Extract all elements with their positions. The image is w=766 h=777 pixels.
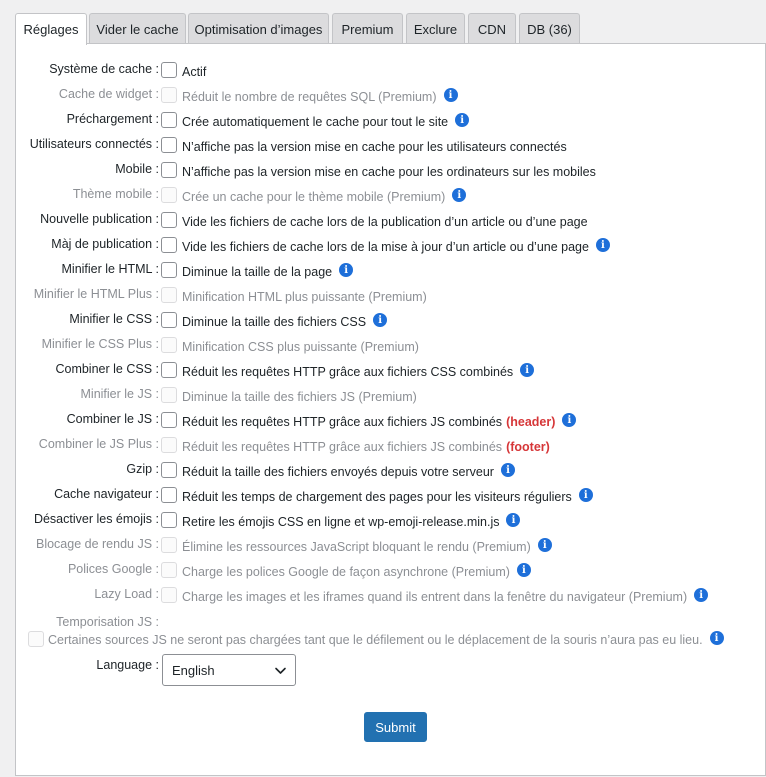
setting-row xyxy=(16,185,766,207)
setting-checkbox xyxy=(161,587,177,603)
setting-description-text: Vide les fichiers de cache lors de la mise à jour d’un article ou d’une page xyxy=(182,240,589,254)
setting-description xyxy=(182,215,588,229)
tab-reglages[interactable] xyxy=(15,13,87,45)
info-icon[interactable]: i xyxy=(710,631,724,645)
setting-label: Combiner le JS : xyxy=(67,412,159,426)
info-icon[interactable]: i xyxy=(506,513,520,527)
setting-description-text: Réduit la taille des fichiers envoyés depuis votre serveur xyxy=(182,465,494,479)
setting-checkbox xyxy=(161,337,177,353)
setting-description xyxy=(182,90,458,104)
setting-description xyxy=(182,340,419,354)
setting-description-text: Diminue la taille des fichiers JS (Premium) xyxy=(182,390,417,404)
setting-description xyxy=(182,290,427,304)
info-icon[interactable]: i xyxy=(339,263,353,277)
temporisation-checkbox xyxy=(28,631,44,647)
setting-description-text: Réduit les requêtes HTTP grâce aux fichiers JS combinés xyxy=(182,440,503,454)
tab-label: Exclure xyxy=(413,21,458,37)
setting-row xyxy=(16,260,766,282)
setting-checkbox xyxy=(161,187,177,203)
setting-description-text: Charge les images et les iframes quand ils entrent dans la fenêtre du navigateur (Premium) xyxy=(182,590,688,604)
setting-description-text: Minification HTML plus puissante (Premium) xyxy=(182,290,427,304)
setting-row xyxy=(16,160,766,182)
setting-row xyxy=(16,110,766,132)
setting-row xyxy=(16,560,766,582)
setting-description-text: Charge les polices Google de façon asynchrone (Premium) xyxy=(182,565,510,579)
setting-label: Minifier le JS : xyxy=(81,387,160,401)
info-icon[interactable]: i xyxy=(455,113,469,127)
setting-checkbox[interactable] xyxy=(161,112,177,128)
setting-label: Minifier le HTML : xyxy=(62,262,159,276)
setting-description xyxy=(182,565,531,579)
setting-description xyxy=(182,390,417,404)
setting-description-text: Diminue la taille des fichiers CSS xyxy=(182,315,367,329)
info-icon[interactable]: i xyxy=(520,363,534,377)
tab-vider-le-cache[interactable] xyxy=(89,13,186,44)
setting-row xyxy=(16,135,766,157)
tab-label: Vider le cache xyxy=(96,21,179,37)
language-select[interactable] xyxy=(162,654,296,686)
setting-row xyxy=(16,385,766,407)
tab-db[interactable] xyxy=(519,13,580,44)
setting-checkbox[interactable] xyxy=(161,512,177,528)
setting-checkbox[interactable] xyxy=(161,312,177,328)
setting-position-tag: (header) xyxy=(506,415,556,429)
setting-checkbox xyxy=(161,537,177,553)
tab-label: Premium xyxy=(341,21,394,37)
setting-description-text: Crée automatiquement le cache pour tout le site xyxy=(182,115,449,129)
setting-description-text: Élimine les ressources JavaScript bloquant le rendu (Premium) xyxy=(182,540,531,554)
setting-description-text: Réduit le nombre de requêtes SQL (Premium) xyxy=(182,90,437,104)
info-icon[interactable]: i xyxy=(538,538,552,552)
setting-label: Désactiver les émojis : xyxy=(34,512,159,526)
language-label: Language : xyxy=(96,658,159,672)
setting-checkbox[interactable] xyxy=(161,362,177,378)
setting-description xyxy=(182,540,552,554)
setting-description xyxy=(182,190,466,204)
tab-label: Optimisation d’images xyxy=(194,21,323,37)
setting-checkbox[interactable] xyxy=(161,162,177,178)
setting-description xyxy=(182,265,353,279)
info-icon[interactable]: i xyxy=(694,588,708,602)
setting-label: Thème mobile : xyxy=(73,187,159,201)
setting-checkbox[interactable] xyxy=(161,237,177,253)
setting-description-text: Réduit les temps de chargement des pages pour les visiteurs réguliers xyxy=(182,490,572,504)
setting-checkbox[interactable] xyxy=(161,62,177,78)
tab-cdn[interactable] xyxy=(468,13,516,44)
setting-description xyxy=(182,165,596,179)
setting-description xyxy=(182,365,534,379)
tab-label: DB (36) xyxy=(527,21,572,37)
chevron-down-icon xyxy=(274,664,287,677)
setting-label: Nouvelle publication : xyxy=(40,212,159,226)
setting-checkbox[interactable] xyxy=(161,487,177,503)
tab-optimisation-images[interactable] xyxy=(188,13,329,44)
language-selected-value: English xyxy=(172,663,215,678)
setting-label: Minifier le CSS Plus : xyxy=(42,337,159,351)
setting-checkbox xyxy=(161,562,177,578)
setting-label: Minifier le HTML Plus : xyxy=(34,287,159,301)
setting-description-text: Retire les émojis CSS en ligne et wp-emoji-release.min.js xyxy=(182,515,500,529)
info-icon[interactable]: i xyxy=(444,88,458,102)
setting-label: Minifier le CSS : xyxy=(69,312,159,326)
setting-description xyxy=(182,115,469,129)
setting-row xyxy=(16,235,766,257)
setting-checkbox[interactable] xyxy=(161,412,177,428)
setting-description-text: Actif xyxy=(182,65,207,79)
tab-label: Réglages xyxy=(23,22,79,37)
settings-panel xyxy=(15,43,766,776)
setting-label: Lazy Load : xyxy=(94,587,159,601)
setting-row xyxy=(16,485,766,507)
setting-row xyxy=(16,435,766,457)
setting-description xyxy=(182,415,576,429)
temporisation-text: Certaines sources JS ne seront pas chargées tant que le défilement ou le déplacement de la souris n’aura pas eu lieu. xyxy=(48,633,703,647)
setting-description xyxy=(182,590,708,604)
setting-row xyxy=(16,335,766,357)
submit-button[interactable]: Submit xyxy=(364,712,427,742)
temporisation-label: Temporisation JS : xyxy=(56,615,159,629)
setting-label: Blocage de rendu JS : xyxy=(36,537,159,551)
setting-checkbox[interactable] xyxy=(161,137,177,153)
info-icon[interactable]: i xyxy=(373,313,387,327)
setting-label: Cache de widget : xyxy=(59,87,159,101)
setting-description xyxy=(182,140,567,154)
temporisation-option xyxy=(16,629,766,651)
setting-description-text: Réduit les requêtes HTTP grâce aux fichiers JS combinés xyxy=(182,415,503,429)
setting-description xyxy=(182,315,387,329)
setting-checkbox[interactable] xyxy=(161,212,177,228)
info-icon[interactable]: i xyxy=(517,563,531,577)
tab-exclure[interactable] xyxy=(406,13,465,44)
setting-label: Mobile : xyxy=(115,162,159,176)
setting-label: Préchargement : xyxy=(67,112,159,126)
setting-label: Combiner le CSS : xyxy=(55,362,159,376)
setting-label: Cache navigateur : xyxy=(54,487,159,501)
setting-checkbox xyxy=(161,87,177,103)
info-icon[interactable]: i xyxy=(452,188,466,202)
tab-label: CDN xyxy=(477,21,507,37)
setting-checkbox[interactable] xyxy=(161,462,177,478)
info-icon[interactable]: i xyxy=(579,488,593,502)
setting-row xyxy=(16,310,766,332)
setting-row xyxy=(16,535,766,557)
setting-description xyxy=(182,240,610,254)
temporisation-description xyxy=(48,633,724,647)
setting-label: Combiner le JS Plus : xyxy=(39,437,159,451)
setting-checkbox[interactable] xyxy=(161,262,177,278)
setting-checkbox xyxy=(161,287,177,303)
info-icon[interactable]: i xyxy=(562,413,576,427)
setting-label: Utilisateurs connectés : xyxy=(30,137,159,151)
tab-premium[interactable] xyxy=(332,13,403,44)
setting-description xyxy=(182,440,550,454)
setting-label: Polices Google : xyxy=(68,562,159,576)
setting-description xyxy=(182,490,593,504)
setting-row xyxy=(16,85,766,107)
setting-position-tag: (footer) xyxy=(506,440,550,454)
setting-checkbox xyxy=(161,387,177,403)
setting-description-text: Minification CSS plus puissante (Premium) xyxy=(182,340,419,354)
setting-row xyxy=(16,285,766,307)
setting-label: Système de cache : xyxy=(49,62,159,76)
setting-row xyxy=(16,460,766,482)
setting-description-text: Vide les fichiers de cache lors de la publication d’un article ou d’une page xyxy=(182,215,588,229)
setting-description-text: N’affiche pas la version mise en cache pour les utilisateurs connectés xyxy=(182,140,567,154)
setting-row xyxy=(16,410,766,432)
info-icon[interactable]: i xyxy=(501,463,515,477)
setting-row xyxy=(16,360,766,382)
setting-checkbox xyxy=(161,437,177,453)
setting-label: Màj de publication : xyxy=(51,237,159,251)
setting-description-text: N’affiche pas la version mise en cache pour les ordinateurs sur les mobiles xyxy=(182,165,596,179)
setting-row xyxy=(16,210,766,232)
setting-row xyxy=(16,60,766,82)
setting-row xyxy=(16,585,766,607)
setting-label: Gzip : xyxy=(126,462,159,476)
language-row xyxy=(16,654,766,686)
setting-description-text: Crée un cache pour le thème mobile (Premium) xyxy=(182,190,446,204)
setting-description xyxy=(182,65,206,79)
setting-row xyxy=(16,510,766,532)
setting-description-text: Réduit les requêtes HTTP grâce aux fichiers CSS combinés xyxy=(182,365,514,379)
setting-description xyxy=(182,465,515,479)
setting-description xyxy=(182,515,520,529)
info-icon[interactable]: i xyxy=(596,238,610,252)
setting-description-text: Diminue la taille de la page xyxy=(182,265,333,279)
